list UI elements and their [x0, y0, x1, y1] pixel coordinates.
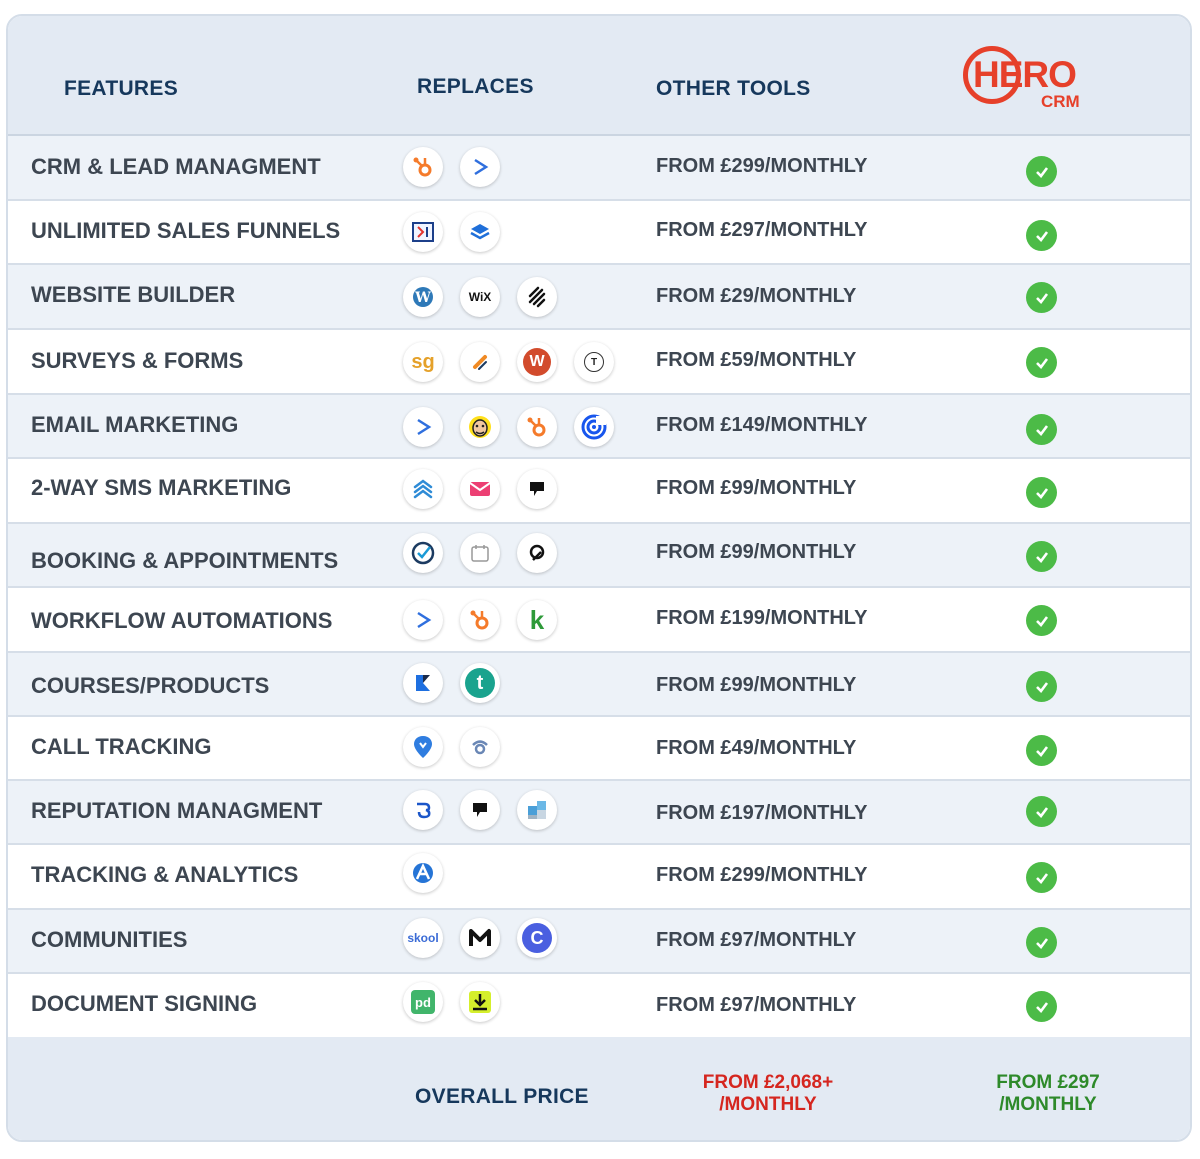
check-icon — [1026, 862, 1057, 893]
squarespace-icon — [517, 277, 557, 317]
svg-text:W: W — [415, 290, 431, 306]
skool-icon: skool — [403, 918, 443, 958]
typeform-badge: T — [584, 352, 604, 372]
table-row — [8, 265, 1190, 330]
wordpress-icon — [403, 277, 443, 317]
replaced-tools — [403, 982, 500, 1024]
surveygizmo-icon: sg — [403, 342, 443, 382]
wufoo-badge: W — [523, 348, 551, 376]
other-tools-price: FROM £49/MONTHLY — [656, 737, 857, 759]
replaced-tools — [403, 147, 500, 189]
calendar-icon — [460, 533, 500, 573]
logo-sub: CRM — [1041, 92, 1080, 111]
check-icon — [1026, 220, 1057, 251]
check-icon — [1026, 347, 1057, 378]
docusign-icon — [460, 982, 500, 1022]
hubspot-icon — [517, 407, 557, 447]
hero-crm-total — [948, 1072, 1148, 1116]
feature-name: COURSES/PRODUCTS — [31, 673, 270, 698]
podium-icon — [460, 790, 500, 830]
activecampaign-icon — [403, 600, 443, 640]
feature-name: EMAIL MARKETING — [31, 412, 239, 437]
other-tools-price: FROM £99/MONTHLY — [656, 477, 857, 499]
circle-icon — [517, 918, 557, 958]
feature-name: DOCUMENT SIGNING — [31, 991, 258, 1016]
layers-icon — [460, 212, 500, 252]
check-icon — [1026, 735, 1057, 766]
table-row — [8, 524, 1190, 588]
table-row — [8, 974, 1190, 1037]
other-tools-price: FROM £97/MONTHLY — [656, 994, 857, 1016]
table-row — [8, 459, 1190, 524]
other-tools-price: FROM £197/MONTHLY — [656, 802, 868, 824]
replaced-tools — [403, 342, 614, 384]
table-row — [8, 653, 1190, 717]
table-header — [8, 16, 1190, 136]
table-row — [8, 588, 1190, 653]
other-tools-price: FROM £29/MONTHLY — [656, 285, 857, 307]
feature-name: 2-WAY SMS MARKETING — [31, 475, 292, 500]
mighty-networks-icon — [460, 918, 500, 958]
table-row — [8, 201, 1190, 265]
replaced-tools — [403, 600, 557, 642]
check-icon — [1026, 414, 1057, 445]
feature-name: SURVEYS & FORMS — [31, 348, 244, 373]
replaced-tools — [403, 663, 500, 705]
constant-contact-icon — [574, 407, 614, 447]
table-row — [8, 910, 1190, 974]
analytics-icon — [403, 853, 443, 893]
replaced-tools — [403, 853, 443, 895]
logo-word: HERO — [973, 54, 1076, 95]
waves-icon — [403, 469, 443, 509]
birdeye-icon — [403, 790, 443, 830]
feature-name: UNLIMITED SALES FUNNELS — [31, 218, 341, 243]
table-row — [8, 395, 1190, 459]
replaced-tools — [403, 407, 614, 449]
map-pin-icon — [403, 727, 443, 767]
other-tools-price: FROM £149/MONTHLY — [656, 414, 868, 436]
table-footer — [8, 1037, 1190, 1142]
teachable-badge: t — [465, 668, 495, 698]
kajabi-icon — [403, 663, 443, 703]
replaced-tools — [403, 277, 557, 319]
check-icon — [1026, 156, 1057, 187]
other-tools-column-header: OTHER TOOLS — [656, 77, 811, 100]
feature-name: BOOKING & APPOINTMENTS — [31, 548, 339, 573]
check-icon — [1026, 477, 1057, 508]
other-tools-price: FROM £299/MONTHLY — [656, 155, 868, 177]
check-icon — [1026, 927, 1057, 958]
other-total-line2: /MONTHLY — [719, 1094, 817, 1115]
feature-name: COMMUNITIES — [31, 927, 188, 952]
table-row — [8, 330, 1190, 395]
other-total-line1: FROM £2,068+ — [702, 1072, 834, 1093]
replaced-tools — [403, 790, 557, 832]
other-tools-total — [668, 1072, 868, 1116]
other-tools-price: FROM £59/MONTHLY — [656, 349, 857, 371]
check-icon — [1026, 671, 1057, 702]
features-column-header: FEATURES — [64, 77, 179, 100]
callrail-icon — [460, 727, 500, 767]
replaced-tools — [403, 727, 500, 769]
hero-crm-logo — [963, 46, 1093, 118]
calendly-check-icon — [403, 533, 443, 573]
hubspot-icon — [403, 147, 443, 187]
overall-price-label: OVERALL PRICE — [415, 1085, 589, 1108]
wix-icon: WiX — [460, 277, 500, 317]
table-row — [8, 717, 1190, 781]
feature-name: REPUTATION MANAGMENT — [31, 798, 323, 823]
feature-name: WORKFLOW AUTOMATIONS — [31, 608, 333, 633]
teachable-icon — [460, 663, 500, 703]
check-icon — [1026, 991, 1057, 1022]
feature-name: TRACKING & ANALYTICS — [31, 862, 299, 887]
puzzle-icon — [517, 790, 557, 830]
acuity-icon — [517, 533, 557, 573]
table-row — [8, 136, 1190, 201]
replaced-tools — [403, 533, 557, 575]
circle-badge: C — [522, 923, 552, 953]
keap-icon: k — [517, 600, 557, 640]
wufoo-icon — [517, 342, 557, 382]
check-icon — [1026, 282, 1057, 313]
feature-name: WEBSITE BUILDER — [31, 282, 236, 307]
other-tools-price: FROM £297/MONTHLY — [656, 219, 868, 241]
envelope-icon — [460, 469, 500, 509]
pandadoc-badge: pd — [411, 990, 435, 1014]
check-icon — [1026, 796, 1057, 827]
jotform-icon — [460, 342, 500, 382]
hubspot-icon — [460, 600, 500, 640]
activecampaign-icon — [403, 407, 443, 447]
table-row — [8, 781, 1190, 845]
hero-total-line2: /MONTHLY — [999, 1094, 1097, 1115]
other-tools-price: FROM £99/MONTHLY — [656, 674, 857, 696]
feature-name: CALL TRACKING — [31, 734, 212, 759]
replaces-column-header: REPLACES — [417, 75, 534, 98]
mailchimp-icon — [460, 407, 500, 447]
podium-icon — [517, 469, 557, 509]
comparison-table — [6, 14, 1192, 1142]
other-tools-price: FROM £99/MONTHLY — [656, 541, 857, 563]
typeform-icon — [574, 342, 614, 382]
pandadoc-icon — [403, 982, 443, 1022]
clickfunnels-icon — [403, 212, 443, 252]
table-row — [8, 845, 1190, 910]
replaced-tools — [403, 918, 557, 960]
other-tools-price: FROM £299/MONTHLY — [656, 864, 868, 886]
replaced-tools — [403, 469, 557, 511]
check-icon — [1026, 541, 1057, 572]
hero-total-line1: FROM £297 — [996, 1072, 1100, 1093]
feature-name: CRM & LEAD MANAGMENT — [31, 154, 321, 179]
check-icon — [1026, 605, 1057, 636]
other-tools-price: FROM £97/MONTHLY — [656, 929, 857, 951]
replaced-tools — [403, 212, 500, 254]
other-tools-price: FROM £199/MONTHLY — [656, 607, 868, 629]
activecampaign-icon — [460, 147, 500, 187]
